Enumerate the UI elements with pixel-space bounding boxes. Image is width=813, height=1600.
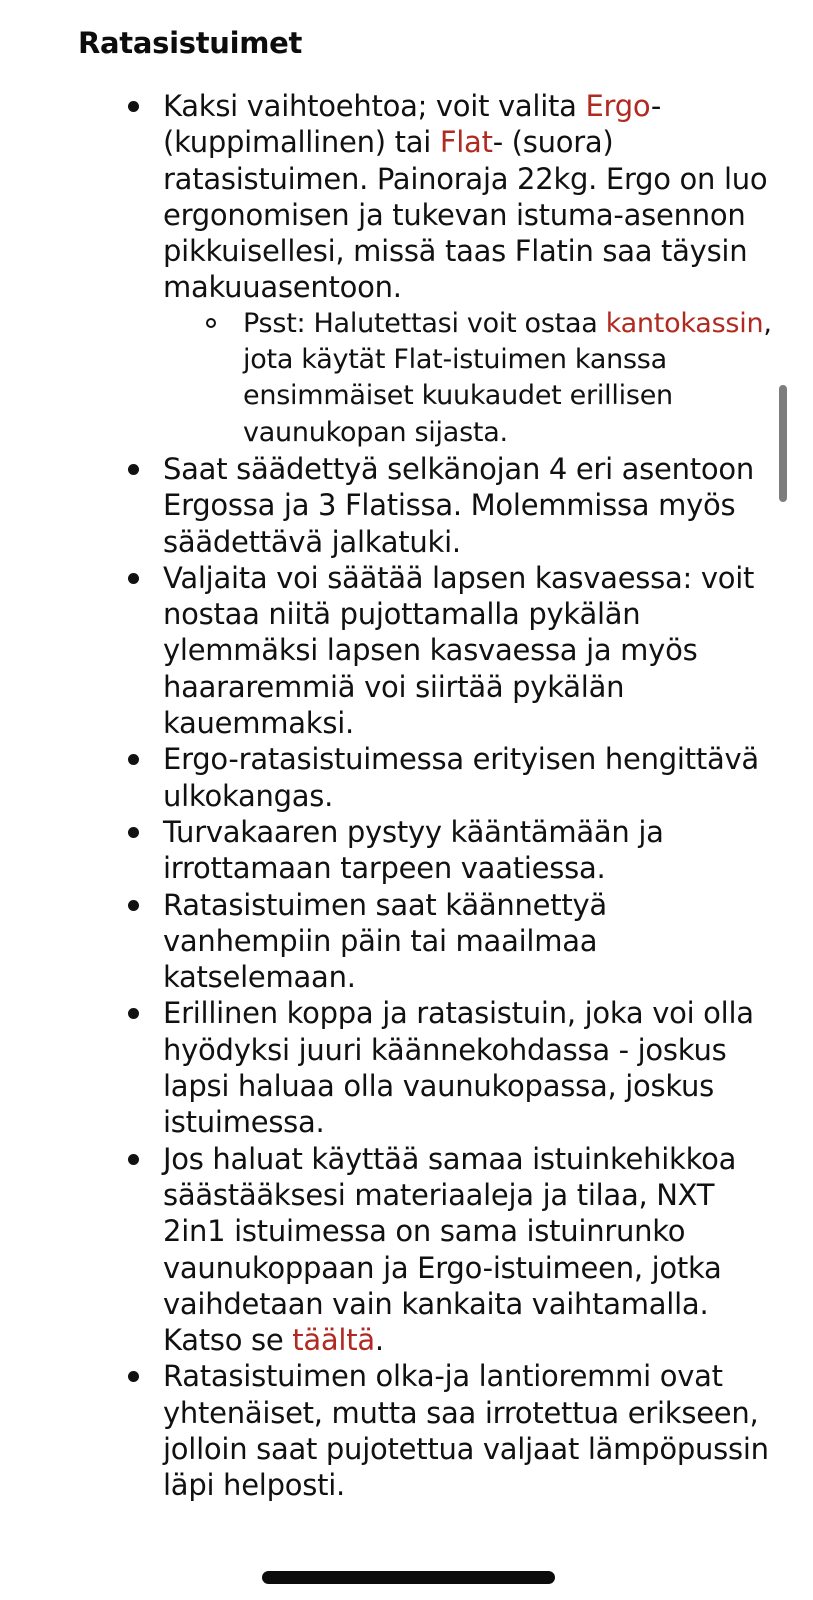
bullet-list bbox=[0, 88, 774, 1504]
subbullet-psst-kantokassi-link-1[interactable]: kantokassin bbox=[605, 307, 764, 339]
bullet-olka-lantioremmi-content bbox=[163, 1359, 769, 1502]
bullet-vaihtoehdot-text-0: Kaksi vaihtoehtoa; voit valita bbox=[163, 89, 586, 123]
home-indicator[interactable] bbox=[262, 1571, 555, 1584]
bullet-marker-icon bbox=[128, 814, 148, 850]
bullet-hengittava-ulkokangas bbox=[0, 741, 774, 814]
subbullet-marker-icon bbox=[206, 306, 216, 342]
scrollbar-thumb[interactable] bbox=[779, 385, 787, 502]
page-title: Ratasistuimet bbox=[78, 26, 303, 60]
bullet-marker-icon bbox=[128, 1358, 148, 1394]
bullet-hengittava-ulkokangas-content bbox=[163, 742, 759, 812]
bullet-vaihtoehdot-link-1[interactable]: Ergo bbox=[585, 89, 651, 123]
bullet-vaihtoehdot-content bbox=[163, 89, 767, 304]
bullet-kaannettava-istuin-text-0: Ratasistuimen saat käännettyä vanhempiin päin tai maailmaa katselemaan. bbox=[163, 887, 607, 995]
bullet-vaihtoehdot-sublist bbox=[163, 306, 774, 451]
document-body bbox=[0, 88, 790, 1504]
bullet-nxt-2in1-continuation bbox=[163, 1322, 774, 1358]
bullet-nxt-2in1-cont-link-1[interactable]: täältä bbox=[292, 1323, 375, 1358]
bullet-marker-icon bbox=[128, 1141, 148, 1177]
bullet-nxt-2in1-content bbox=[163, 1142, 736, 1321]
bullet-marker-icon bbox=[128, 995, 148, 1031]
bullet-nxt-2in1-text-0: Jos haluat käyttää samaa istuinkehikkoa säästääksesi materiaaleja ja tilaa, NXT 2in1 istuimessa on sama istuinrunko vaunukoppaan ja Ergo-istuimeen, jotka vaihdetaan vain kankaita vaihtamalla. bbox=[163, 1141, 737, 1321]
bullet-nxt-2in1 bbox=[0, 1141, 774, 1359]
bullet-erillinen-koppa-content bbox=[163, 996, 754, 1139]
subbullet-psst-kantokassi-text-0: Psst: Halutettasi voit ostaa bbox=[243, 307, 606, 339]
bullet-erillinen-koppa bbox=[0, 995, 774, 1140]
bullet-selkanoja bbox=[0, 451, 774, 560]
bullet-valjaat-saato-content bbox=[163, 561, 754, 740]
bullet-kaannettava-istuin bbox=[0, 887, 774, 996]
bullet-nxt-2in1-cont-text-0: Katso se bbox=[163, 1323, 293, 1358]
bullet-vaihtoehdot bbox=[0, 88, 774, 451]
bullet-olka-lantioremmi-text-0: Ratasistuimen olka-ja lantioremmi ovat yhtenäiset, mutta saa irrotettua erikseen, jolloin saat pujotettua valjaat lämpöpussin läpi helposti. bbox=[163, 1359, 769, 1503]
bullet-olka-lantioremmi bbox=[0, 1358, 774, 1503]
bullet-selkanoja-text-0: Saat säädettyä selkänojan 4 eri asentoon Ergossa ja 3 Flatissa. Molemmissa myös säädettävä jalkatuki. bbox=[163, 451, 754, 559]
bullet-erillinen-koppa-text-0: Erillinen koppa ja ratasistuin, joka voi olla hyödyksi juuri käännekohdassa - joskus lapsi haluaa olla vaunukopassa, joskus istuimessa. bbox=[163, 996, 754, 1140]
bullet-marker-icon bbox=[128, 741, 148, 777]
scrollbar-track[interactable] bbox=[791, 0, 801, 1600]
bullet-turvakaari bbox=[0, 814, 774, 887]
bullet-selkanoja-content bbox=[163, 452, 754, 559]
bullet-hengittava-ulkokangas-text-0: Ergo-ratasistuimessa erityisen hengittävä ulkokangas. bbox=[163, 742, 759, 813]
bullet-vaihtoehdot-link-3[interactable]: Flat bbox=[439, 125, 493, 160]
bullet-marker-icon bbox=[128, 88, 148, 124]
bullet-turvakaari-text-0: Turvakaaren pystyy kääntämään ja irrottamaan tarpeen vaatiessa. bbox=[163, 814, 664, 886]
bullet-marker-icon bbox=[128, 451, 148, 487]
bullet-marker-icon bbox=[128, 887, 148, 923]
subbullet-psst-kantokassi bbox=[0, 306, 774, 451]
bullet-vaihtoehdot-text-2: - (kuppimallinen) tai bbox=[163, 89, 662, 160]
bullet-kaannettava-istuin-content bbox=[163, 888, 607, 995]
bullet-valjaat-saato bbox=[0, 560, 774, 741]
subbullet-psst-kantokassi-text-2: , jota käytät Flat-istuimen kanssa ensimmäiset kuukaudet erillisen vaunukopan sijasta. bbox=[243, 307, 772, 448]
bullet-vaihtoehdot-text-4: - (suora) ratasistuimen. Painoraja 22kg. Ergo on luo ergonomisen ja tukevan istuma-asennon pikkuisellesi, missä taas Flatin saa täysin makuuasentoon. bbox=[163, 125, 768, 305]
bullet-nxt-2in1-cont-text-2: . bbox=[374, 1323, 384, 1358]
subbullet-psst-kantokassi-content bbox=[243, 308, 772, 448]
bullet-marker-icon bbox=[128, 560, 148, 596]
bullet-valjaat-saato-text-0: Valjaita voi säätää lapsen kasvaessa: voit nostaa niitä pujottamalla pykälän ylemmäksi lapsen kasvaessa ja myös haararemmiä voi siirtää pykälän kauemmaksi. bbox=[163, 560, 755, 741]
bullet-turvakaari-content bbox=[163, 815, 664, 885]
